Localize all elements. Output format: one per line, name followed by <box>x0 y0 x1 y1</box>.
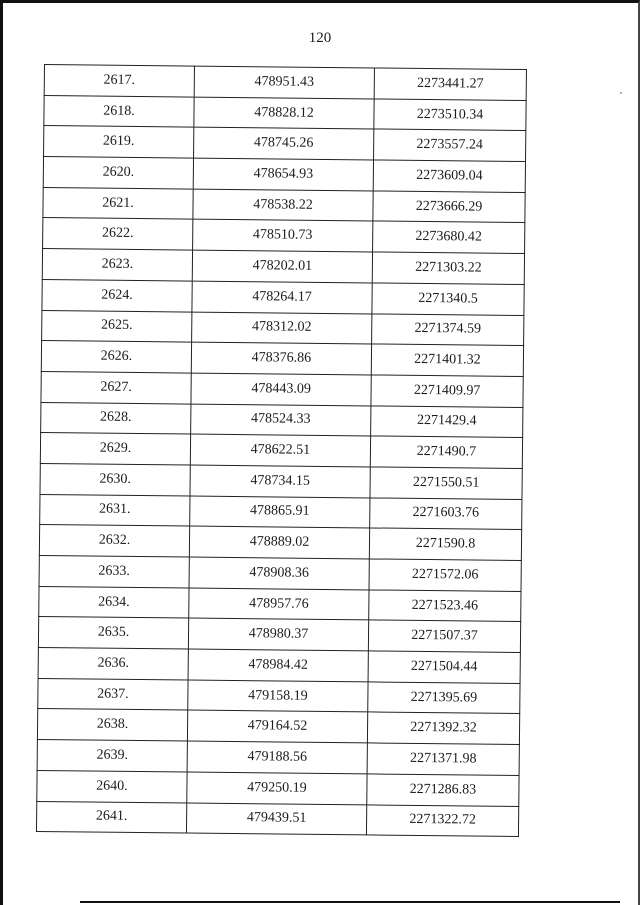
y-coordinate-cell: 2273609.04 <box>373 160 525 192</box>
point-number-cell: 2621. <box>43 187 193 219</box>
point-number-cell: 2638. <box>37 709 187 741</box>
y-coordinate-cell: 2271507.37 <box>368 620 520 652</box>
x-coordinate-cell: 478889.02 <box>189 526 369 559</box>
scan-speck <box>620 92 622 94</box>
table-row <box>42 279 524 315</box>
point-number-cell: 2625. <box>42 310 192 342</box>
point-number-cell: 2639. <box>37 740 187 772</box>
x-coordinate-cell: 479250.19 <box>187 772 367 805</box>
table-row <box>43 157 525 193</box>
point-number-cell: 2631. <box>40 494 190 526</box>
x-coordinate-cell: 479439.51 <box>186 803 366 836</box>
y-coordinate-cell: 2271395.69 <box>368 682 520 714</box>
y-coordinate-cell: 2273510.34 <box>374 99 526 131</box>
y-coordinate-cell: 2271590.8 <box>369 528 521 560</box>
y-coordinate-cell: 2271504.44 <box>368 651 520 683</box>
table-row <box>37 740 519 776</box>
y-coordinate-cell: 2271550.51 <box>370 467 522 499</box>
table-row <box>43 218 525 254</box>
point-number-cell: 2624. <box>42 279 192 311</box>
table-body <box>36 65 526 837</box>
y-coordinate-cell: 2271374.59 <box>372 313 524 345</box>
point-number-cell: 2637. <box>38 678 188 710</box>
table-row <box>44 126 526 162</box>
page-number: 120 <box>308 30 332 46</box>
y-coordinate-cell: 2273441.27 <box>374 68 526 100</box>
point-number-cell: 2617. <box>44 65 194 97</box>
table-row <box>39 555 521 591</box>
x-coordinate-cell: 478865.91 <box>190 496 370 529</box>
table-row <box>40 433 522 469</box>
point-number-cell: 2626. <box>41 341 191 373</box>
y-coordinate-cell: 2271603.76 <box>370 498 522 530</box>
x-coordinate-cell: 479158.19 <box>188 680 368 713</box>
y-coordinate-cell: 2271371.98 <box>367 743 519 775</box>
point-number-cell: 2630. <box>40 463 190 495</box>
x-coordinate-cell: 478951.43 <box>194 66 374 99</box>
x-coordinate-cell: 478828.12 <box>194 97 374 130</box>
y-coordinate-cell: 2271401.32 <box>371 344 523 376</box>
y-coordinate-cell: 2271572.06 <box>369 559 521 591</box>
point-number-cell: 2628. <box>41 402 191 434</box>
table-row <box>41 371 523 407</box>
x-coordinate-cell: 478376.86 <box>191 342 371 375</box>
table-row <box>41 341 523 377</box>
table-row <box>43 187 525 223</box>
table-row <box>39 525 521 561</box>
table-row <box>38 678 520 714</box>
x-coordinate-cell: 478622.51 <box>190 434 370 467</box>
table-row <box>44 65 526 101</box>
y-coordinate-cell: 2271286.83 <box>367 774 519 806</box>
point-number-cell: 2618. <box>44 95 194 127</box>
y-coordinate-cell: 2271523.46 <box>369 590 521 622</box>
y-coordinate-cell: 2271392.32 <box>367 712 519 744</box>
table-row <box>36 801 518 837</box>
table-row <box>41 402 523 438</box>
table-row <box>37 770 519 806</box>
table-row <box>38 648 520 684</box>
point-number-cell: 2641. <box>36 801 186 833</box>
x-coordinate-cell: 478984.42 <box>188 649 368 682</box>
point-number-cell: 2629. <box>40 433 190 465</box>
table-row <box>44 95 526 131</box>
point-number-cell: 2632. <box>39 525 189 557</box>
y-coordinate-cell: 2273666.29 <box>373 191 525 223</box>
x-coordinate-cell: 478443.09 <box>191 373 371 406</box>
x-coordinate-cell: 479188.56 <box>187 741 367 774</box>
y-coordinate-cell: 2271409.97 <box>371 375 523 407</box>
coordinate-table <box>36 64 527 837</box>
x-coordinate-cell: 478312.02 <box>192 312 372 345</box>
table-row <box>39 586 521 622</box>
coordinate-table-container <box>36 64 526 837</box>
y-coordinate-cell: 2271322.72 <box>366 804 518 836</box>
x-coordinate-cell: 479164.52 <box>187 710 367 743</box>
point-number-cell: 2636. <box>38 648 188 680</box>
x-coordinate-cell: 478980.37 <box>188 618 368 651</box>
table-row <box>40 463 522 499</box>
y-coordinate-cell: 2271429.4 <box>371 406 523 438</box>
x-coordinate-cell: 478264.17 <box>192 281 372 314</box>
point-number-cell: 2635. <box>38 617 188 649</box>
y-coordinate-cell: 2271340.5 <box>372 283 524 315</box>
x-coordinate-cell: 478734.15 <box>190 465 370 498</box>
y-coordinate-cell: 2273680.42 <box>373 221 525 253</box>
table-row <box>40 494 522 530</box>
x-coordinate-cell: 478957.76 <box>189 588 369 621</box>
x-coordinate-cell: 478524.33 <box>191 404 371 437</box>
point-number-cell: 2627. <box>41 371 191 403</box>
point-number-cell: 2623. <box>42 249 192 281</box>
point-number-cell: 2633. <box>39 555 189 587</box>
table-row <box>42 249 524 285</box>
y-coordinate-cell: 2273557.24 <box>374 129 526 161</box>
x-coordinate-cell: 478202.01 <box>192 250 372 283</box>
x-coordinate-cell: 478908.36 <box>189 557 369 590</box>
y-coordinate-cell: 2271490.7 <box>370 436 522 468</box>
point-number-cell: 2634. <box>39 586 189 618</box>
point-number-cell: 2622. <box>43 218 193 250</box>
table-row <box>42 310 524 346</box>
point-number-cell: 2640. <box>37 770 187 802</box>
x-coordinate-cell: 478510.73 <box>193 220 373 253</box>
y-coordinate-cell: 2271303.22 <box>372 252 524 284</box>
point-number-cell: 2619. <box>44 126 194 158</box>
table-row <box>37 709 519 745</box>
x-coordinate-cell: 478654.93 <box>193 158 373 191</box>
point-number-cell: 2620. <box>43 157 193 189</box>
x-coordinate-cell: 478745.26 <box>194 127 374 160</box>
table-row <box>38 617 520 653</box>
x-coordinate-cell: 478538.22 <box>193 189 373 222</box>
scan-bottom-edge <box>80 901 620 903</box>
